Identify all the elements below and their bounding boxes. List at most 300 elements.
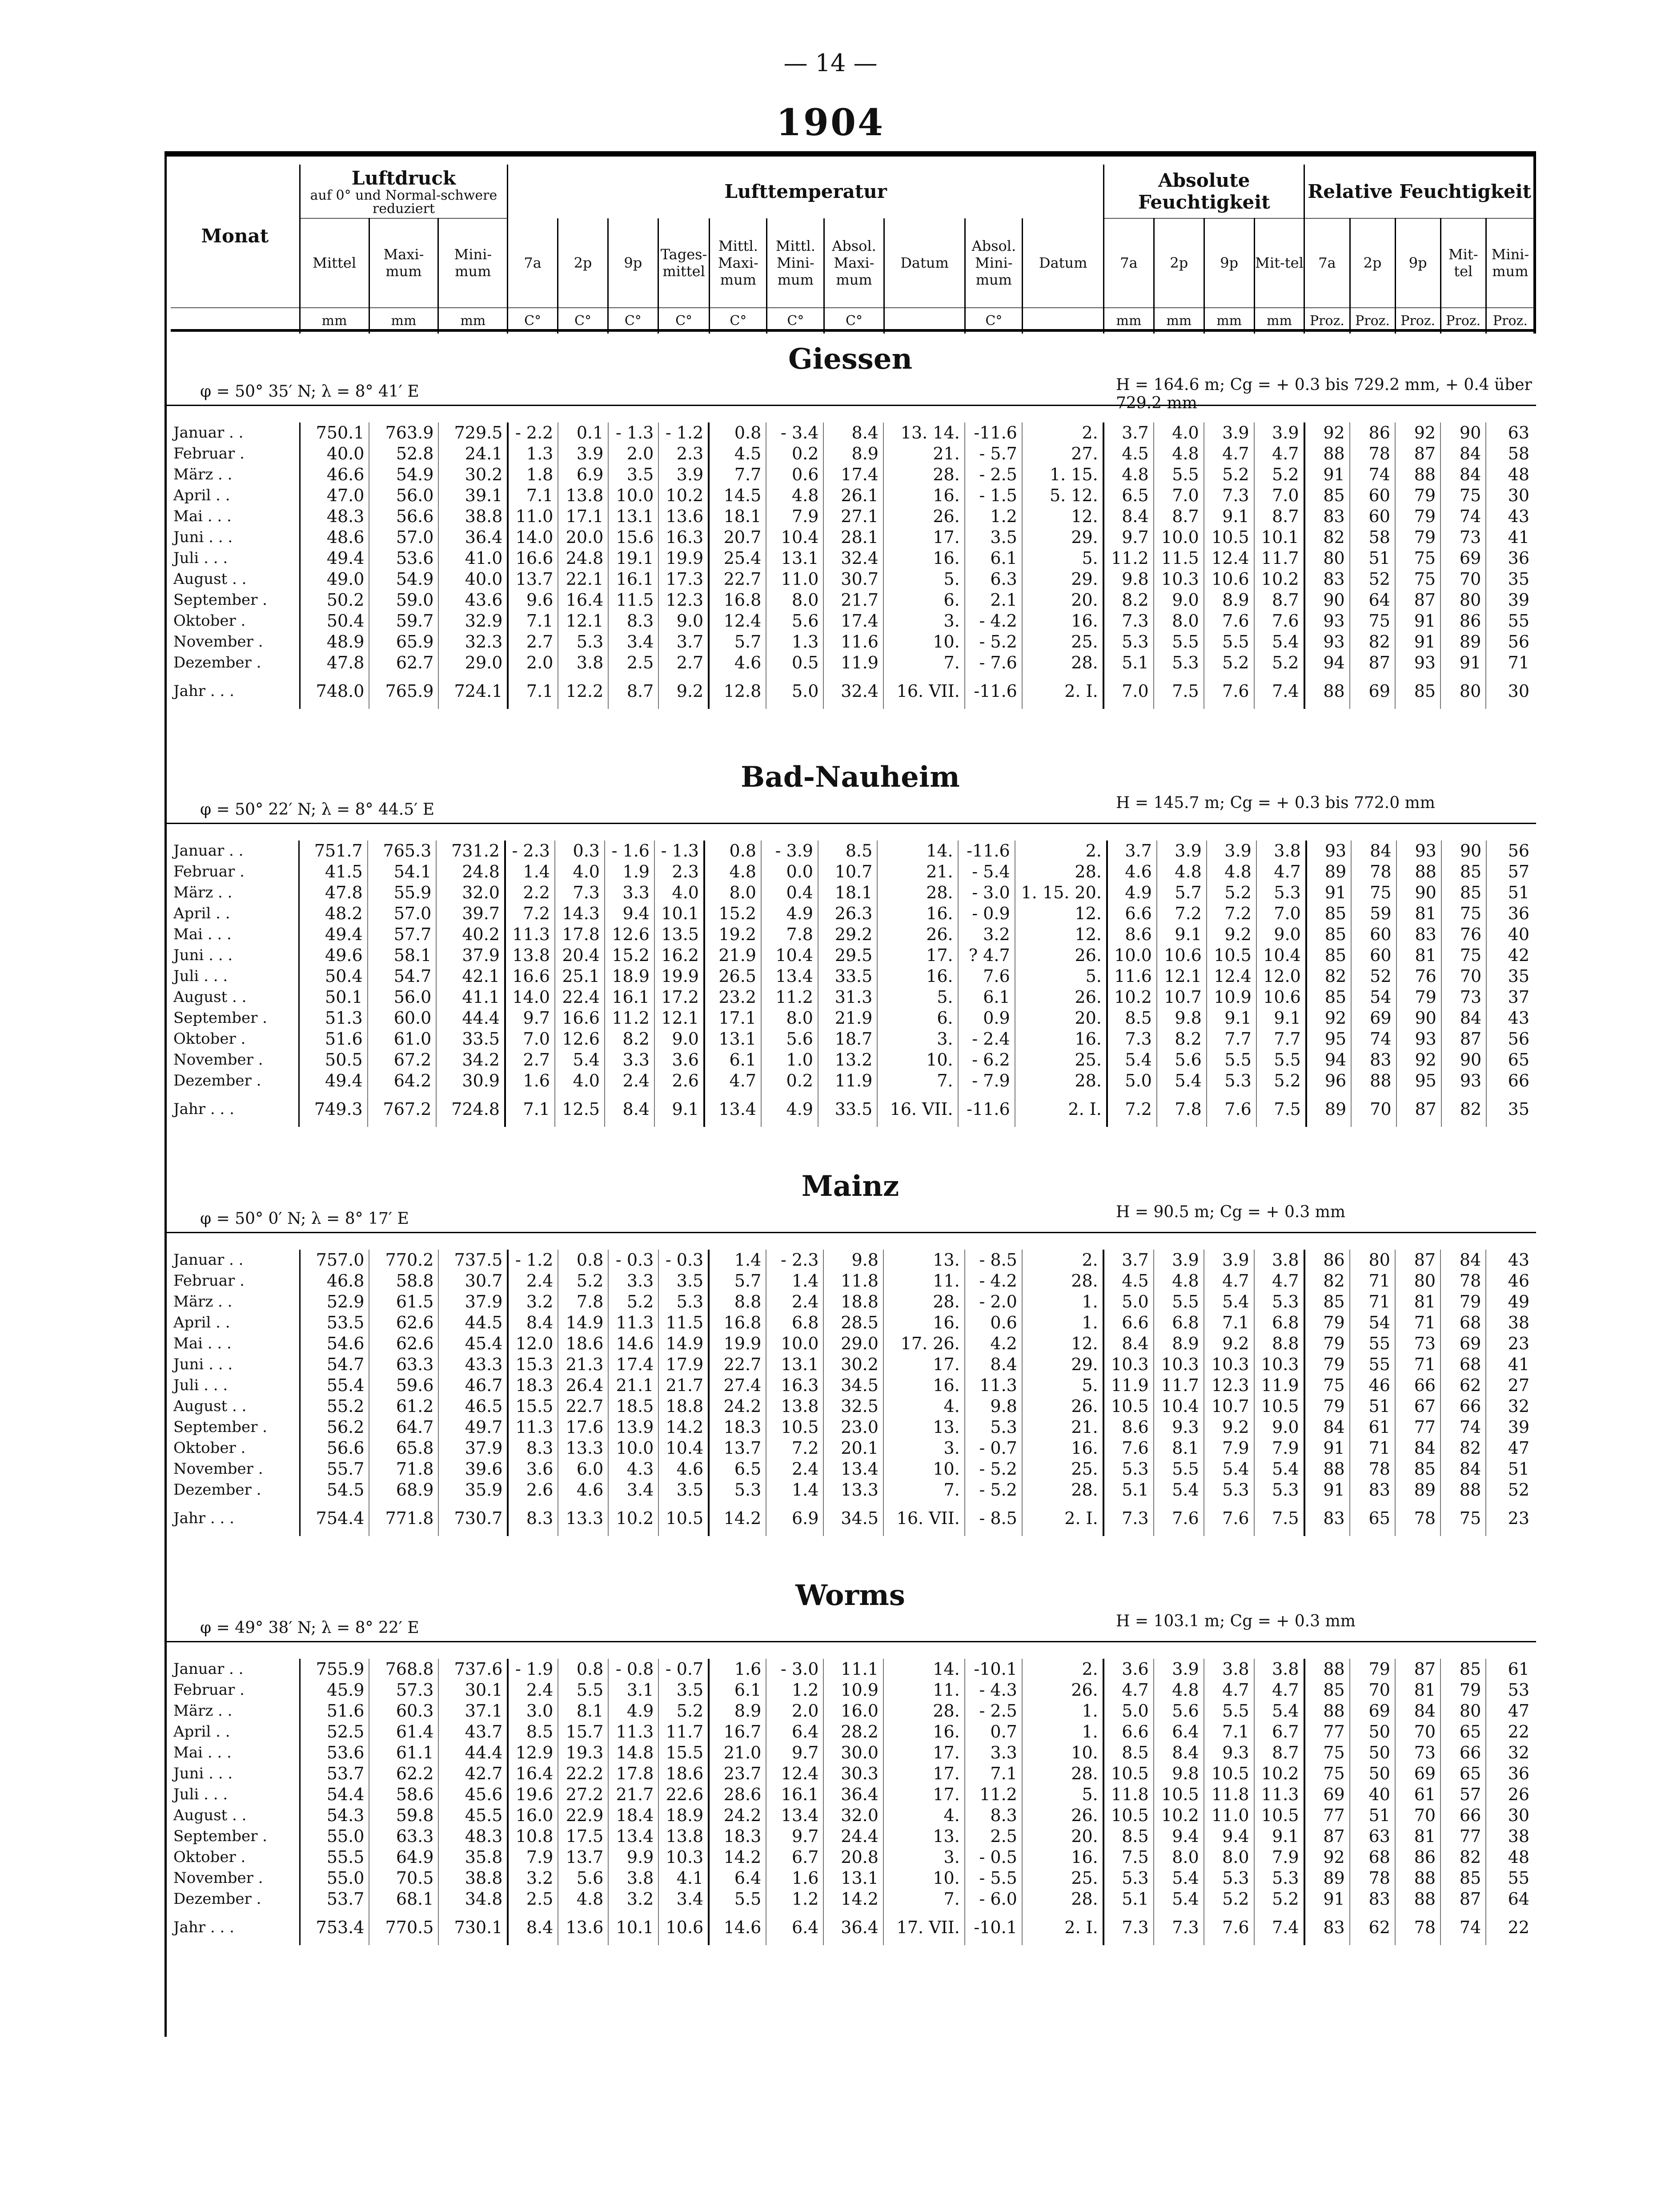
table-cell: - 1.2 — [508, 1250, 558, 1271]
table-cell: 65 — [1440, 1721, 1486, 1742]
table-cell: 10.4 — [761, 945, 818, 966]
col-unit: mm — [300, 308, 369, 334]
table-cell: 7.7 — [709, 464, 766, 485]
table-cell: 15.5 — [658, 1742, 709, 1763]
table-cell: 84 — [1395, 1438, 1440, 1459]
table-cell: 8.2 — [1157, 1029, 1207, 1050]
table-cell: 8.0 — [704, 882, 761, 903]
table-cell: 5.1 — [1103, 1480, 1154, 1500]
table-cell: 3.8 — [558, 652, 608, 673]
table-cell: 65.8 — [369, 1438, 438, 1459]
table-cell: 11.9 — [1103, 1375, 1154, 1396]
col-unit: mm — [1204, 308, 1254, 334]
table-cell: 55.5 — [300, 1847, 369, 1868]
table-cell: 58.1 — [368, 945, 437, 966]
table-cell: 11.3 — [965, 1375, 1022, 1396]
table-cell: 1.9 — [605, 861, 654, 882]
table-cell: 67.2 — [368, 1050, 437, 1070]
table-cell: 10.2 — [1254, 1763, 1304, 1784]
table-cell: 4.8 — [1103, 464, 1154, 485]
station-height: H = 164.6 m; Cg = + 0.3 bis 729.2 mm, + 0.4 über 729.2 mm — [1116, 376, 1532, 412]
table-cell: 51.6 — [299, 1029, 368, 1050]
table-cell: 11.3 — [1254, 1784, 1304, 1805]
table-cell: - 5.2 — [965, 631, 1022, 652]
table-row — [171, 966, 1534, 987]
table-cell: 8.8 — [709, 1291, 766, 1312]
table-cell: 11.2 — [965, 1784, 1022, 1805]
table-cell: 15.6 — [608, 527, 658, 548]
table-cell: 53.6 — [369, 548, 438, 569]
table-cell: 3.9 — [658, 464, 709, 485]
table-cell: 13. 14. — [883, 422, 965, 443]
table-cell: 9.0 — [658, 611, 709, 631]
table-cell: 82 — [1441, 1091, 1486, 1127]
col-label: Mit-tel — [1254, 218, 1304, 307]
table-cell: 6.3 — [965, 569, 1022, 590]
table-cell: 8.4 — [1154, 1742, 1204, 1763]
table-cell: 38 — [1508, 1313, 1529, 1332]
table-cell: 4.0 — [654, 882, 704, 903]
table-row — [171, 1008, 1534, 1029]
table-cell: 10.5 — [1207, 945, 1256, 966]
table-cell: 93 — [1396, 841, 1441, 861]
table-cell: 40 — [1350, 1784, 1395, 1805]
station-block — [164, 1579, 1536, 1979]
table-cell: 25. — [1015, 1050, 1107, 1070]
table-cell: 19.2 — [704, 924, 761, 945]
table-cell: 54.5 — [300, 1480, 369, 1500]
table-cell: - 4.2 — [965, 611, 1022, 631]
table-cell: 41 — [1508, 1355, 1529, 1374]
table-cell: 4.5 — [1103, 1271, 1154, 1291]
table-cell: 88 — [1304, 443, 1350, 464]
table-cell: 84 — [1440, 443, 1486, 464]
table-cell: 11.7 — [1254, 548, 1304, 569]
table-cell: - 7.9 — [958, 1070, 1015, 1091]
table-cell: 75 — [1395, 569, 1440, 590]
table-cell: 89 — [1395, 1480, 1440, 1500]
table-cell: 0.8 — [558, 1250, 608, 1271]
table-row — [171, 1050, 1534, 1070]
table-cell: 3.9 — [1204, 1250, 1254, 1271]
table-cell: 79 — [1440, 1291, 1486, 1312]
table-cell: 69 — [1395, 1763, 1440, 1784]
table-row — [171, 903, 1534, 924]
table-row — [171, 631, 1534, 652]
table-cell: 51 — [1350, 548, 1395, 569]
table-cell: 93 — [1304, 631, 1350, 652]
table-cell: 94 — [1304, 652, 1350, 673]
header-luftdruck-sub: auf 0° und Normal-schwere reduziert — [310, 187, 497, 217]
month-label: März . . — [171, 464, 300, 485]
table-cell: 88 — [1395, 1868, 1440, 1889]
table-cell: 46.8 — [300, 1271, 369, 1291]
table-cell: 13.4 — [608, 1826, 658, 1847]
table-cell: 16. — [1015, 1029, 1107, 1050]
table-cell: 10.5 — [1204, 1763, 1254, 1784]
table-cell: 26. — [1015, 987, 1107, 1008]
table-cell: 2.7 — [658, 652, 709, 673]
table-cell: 5.5 — [709, 1889, 766, 1910]
table-cell: 755.9 — [300, 1659, 369, 1680]
table-cell: 8.0 — [766, 590, 823, 611]
table-cell: 54.1 — [368, 861, 437, 882]
table-cell: 25. — [1022, 1868, 1103, 1889]
table-cell: 6. — [883, 590, 965, 611]
table-cell: - 0.9 — [958, 903, 1015, 924]
table-cell: 3.5 — [965, 527, 1022, 548]
month-label: Juni . . . — [171, 527, 300, 548]
table-row — [171, 485, 1534, 506]
table-row — [171, 1701, 1534, 1721]
month-label: November . — [171, 631, 300, 652]
table-cell: 35 — [1508, 1099, 1529, 1119]
table-cell: 96 — [1306, 1070, 1351, 1091]
table-cell: 10.6 — [1256, 987, 1306, 1008]
table-cell: 3.7 — [1103, 1250, 1154, 1271]
table-cell: 46 — [1350, 1375, 1395, 1396]
table-cell: 9.0 — [1154, 590, 1204, 611]
table-cell: 13.4 — [761, 966, 818, 987]
table-cell: 36.4 — [823, 1910, 883, 1945]
table-cell: - 2.2 — [508, 422, 558, 443]
table-cell: - 0.7 — [965, 1438, 1022, 1459]
table-cell: - 6.0 — [965, 1889, 1022, 1910]
month-label: September . — [171, 1417, 300, 1438]
table-cell: 68 — [1440, 1312, 1486, 1333]
table-cell: 16.4 — [508, 1763, 558, 1784]
table-cell: 87 — [1440, 1889, 1486, 1910]
table-cell: - 2.5 — [965, 1701, 1022, 1721]
table-row — [171, 1742, 1534, 1763]
table-cell: 70.5 — [369, 1868, 438, 1889]
table-cell: 4.8 — [558, 1889, 608, 1910]
table-cell: 4.3 — [608, 1459, 658, 1480]
table-cell: 1.8 — [508, 464, 558, 485]
month-label: April . . — [171, 485, 300, 506]
table-cell: 78 — [1351, 861, 1396, 882]
table-cell: 730.7 — [438, 1500, 508, 1536]
table-cell: 34.5 — [823, 1375, 883, 1396]
table-cell: 40.0 — [438, 569, 508, 590]
table-cell: 3.2 — [958, 924, 1015, 945]
table-cell: 9.2 — [1204, 1417, 1254, 1438]
table-cell: 10. — [883, 1868, 965, 1889]
page-year: 1904 — [776, 101, 885, 144]
table-cell: 53 — [1508, 1680, 1529, 1700]
table-cell: 5.5 — [1154, 1459, 1204, 1480]
table-cell: 0.0 — [761, 861, 818, 882]
table-cell: 52 — [1351, 966, 1396, 987]
table-row — [171, 1480, 1534, 1500]
table-cell: 9.8 — [1103, 569, 1154, 590]
table-cell: 86 — [1440, 611, 1486, 631]
table-cell: 44.4 — [436, 1008, 505, 1029]
table-cell: 91 — [1304, 464, 1350, 485]
table-cell: 11.9 — [1254, 1375, 1304, 1396]
table-cell: 60 — [1351, 945, 1396, 966]
col-unit: mm — [1254, 308, 1304, 334]
table-cell: 3.4 — [608, 1480, 658, 1500]
table-cell: 11.8 — [1204, 1784, 1254, 1805]
table-row — [171, 443, 1534, 464]
table-cell: 8.0 — [761, 1008, 818, 1029]
table-cell: 83 — [1351, 1050, 1396, 1070]
table-cell: 77 — [1395, 1417, 1440, 1438]
table-row — [171, 1868, 1534, 1889]
table-cell: 4.7 — [1204, 1680, 1254, 1701]
table-cell: 21. — [877, 861, 958, 882]
table-cell: 2.1 — [965, 590, 1022, 611]
table-cell: 4.8 — [766, 485, 823, 506]
table-cell: 16. VII. — [877, 1091, 958, 1127]
table-cell: 24.1 — [438, 443, 508, 464]
table-cell: 7.0 — [1154, 485, 1204, 506]
table-cell: -11.6 — [958, 1091, 1015, 1127]
table-cell: - 8.5 — [965, 1500, 1022, 1536]
table-cell: 17.4 — [823, 611, 883, 631]
table-cell: 22.1 — [558, 569, 608, 590]
table-cell: 62.2 — [369, 1763, 438, 1784]
month-label: Februar . — [171, 443, 300, 464]
table-cell: 2. I. — [1022, 1500, 1103, 1536]
table-cell: 69 — [1351, 1008, 1396, 1029]
table-cell: 6.7 — [766, 1847, 823, 1868]
table-cell: 94 — [1306, 1050, 1351, 1070]
table-cell: 7.3 — [1107, 1029, 1157, 1050]
table-cell: 8.4 — [508, 1910, 558, 1945]
table-cell: 754.4 — [300, 1500, 369, 1536]
table-cell: 79 — [1440, 1680, 1486, 1701]
table-cell: 14.2 — [823, 1889, 883, 1910]
table-cell: -11.6 — [958, 841, 1015, 861]
table-cell: 13.9 — [608, 1417, 658, 1438]
table-cell: 57.0 — [369, 527, 438, 548]
table-cell: 5.6 — [558, 1868, 608, 1889]
table-cell: 10.8 — [508, 1826, 558, 1847]
table-cell: 42.7 — [438, 1763, 508, 1784]
table-cell: 88 — [1304, 1459, 1350, 1480]
table-cell: 10. — [883, 631, 965, 652]
col-unit: Proz. — [1486, 308, 1534, 334]
table-cell: - 6.2 — [958, 1050, 1015, 1070]
month-label: November . — [171, 1868, 300, 1889]
table-cell: 41.1 — [436, 987, 505, 1008]
table-cell: 49.6 — [299, 945, 368, 966]
table-cell: 52.5 — [300, 1721, 369, 1742]
table-cell: 39.7 — [436, 903, 505, 924]
table-cell: 35.8 — [438, 1847, 508, 1868]
table-cell: 16.4 — [558, 590, 608, 611]
table-cell: 65 — [1350, 1500, 1395, 1536]
table-cell: 5.3 — [1204, 1480, 1254, 1500]
table-cell: 29.5 — [818, 945, 877, 966]
table-cell: 4.8 — [1154, 443, 1204, 464]
table-cell: 750.1 — [300, 422, 369, 443]
table-cell: 9.1 — [1204, 506, 1254, 527]
table-cell: 2.5 — [608, 652, 658, 673]
table-cell: 10.7 — [1157, 987, 1207, 1008]
table-cell: 4.7 — [1254, 1271, 1304, 1291]
table-cell: 85 — [1395, 1459, 1440, 1480]
table-cell: 0.5 — [766, 652, 823, 673]
table-cell: 28. — [1015, 1070, 1107, 1091]
table-cell: 66 — [1440, 1742, 1486, 1763]
table-cell: 16.3 — [766, 1375, 823, 1396]
table-cell: 38.8 — [438, 1868, 508, 1889]
table-cell: 92 — [1395, 422, 1440, 443]
table-cell: 748.0 — [300, 673, 369, 709]
table-cell: 79 — [1350, 1659, 1395, 1680]
table-cell: 26.3 — [818, 903, 877, 924]
table-cell: 12. — [1022, 1333, 1103, 1354]
table-cell: 16.6 — [508, 548, 558, 569]
table-cell: 88 — [1440, 1480, 1486, 1500]
table-cell: 11.8 — [1103, 1784, 1154, 1805]
col-label: Mittl. Mini-mum — [767, 218, 824, 307]
col-label: 2p — [1154, 218, 1204, 307]
col-unit: C° — [558, 308, 608, 334]
table-cell: 8.4 — [823, 422, 883, 443]
table-cell: 34.5 — [823, 1500, 883, 1536]
table-cell: 4.7 — [1204, 1271, 1254, 1291]
table-cell: 21.3 — [558, 1354, 608, 1375]
table-cell: 7.2 — [505, 903, 555, 924]
station-table — [171, 1250, 1534, 1536]
table-cell: 753.4 — [300, 1910, 369, 1945]
table-cell: 3.4 — [608, 631, 658, 652]
table-row — [171, 1763, 1534, 1784]
table-cell: 3.7 — [1103, 422, 1154, 443]
month-label: Dezember . — [171, 1480, 300, 1500]
table-cell: 64 — [1508, 1889, 1529, 1909]
table-cell: 36.4 — [438, 527, 508, 548]
table-cell: 50.5 — [299, 1050, 368, 1070]
table-cell: 70 — [1395, 1805, 1440, 1826]
table-cell: 90 — [1440, 422, 1486, 443]
table-cell: 15.2 — [704, 903, 761, 924]
table-cell: 11.3 — [508, 1417, 558, 1438]
table-cell: 90 — [1396, 882, 1441, 903]
table-cell: 66 — [1440, 1396, 1486, 1417]
table-cell: 9.8 — [823, 1250, 883, 1271]
table-cell: 5.3 — [1254, 1291, 1304, 1312]
col-label: 7a — [508, 218, 558, 307]
table-cell: - 2.0 — [965, 1291, 1022, 1312]
table-cell: 5.4 — [1154, 1868, 1204, 1889]
table-cell: 23 — [1508, 1508, 1529, 1528]
table-cell: 10.4 — [766, 527, 823, 548]
table-cell: 3.9 — [1207, 841, 1256, 861]
table-cell: 93 — [1441, 1070, 1486, 1091]
table-cell: 10.0 — [1154, 527, 1204, 548]
table-cell: 90 — [1396, 1008, 1441, 1029]
table-cell: 54.7 — [300, 1354, 369, 1375]
table-cell: 7.6 — [1204, 611, 1254, 631]
table-cell: 9.7 — [505, 1008, 555, 1029]
table-cell: 2. — [1022, 422, 1103, 443]
table-cell: - 5.5 — [965, 1868, 1022, 1889]
table-cell: 74 — [1440, 1910, 1486, 1945]
table-cell: 27.1 — [823, 506, 883, 527]
table-cell: 80 — [1395, 1271, 1440, 1291]
table-cell: 4.7 — [1103, 1680, 1154, 1701]
table-cell: 10.5 — [1103, 1805, 1154, 1826]
table-cell: 8.9 — [1154, 1333, 1204, 1354]
table-cell: 7.1 — [508, 611, 558, 631]
table-cell: 16. — [883, 548, 965, 569]
table-cell: 1. — [1022, 1312, 1103, 1333]
table-cell: 5.2 — [1256, 1070, 1306, 1091]
table-cell: 16. VII. — [883, 1500, 965, 1536]
table-cell: 8.9 — [823, 443, 883, 464]
table-header — [171, 165, 1534, 334]
table-cell: 5.3 — [1207, 1070, 1256, 1091]
month-label: Jahr . . . — [171, 1500, 300, 1536]
table-cell: 50.1 — [299, 987, 368, 1008]
month-label: Januar . . — [171, 422, 300, 443]
table-row — [171, 987, 1534, 1008]
table-cell: 20.0 — [558, 527, 608, 548]
table-cell: 69 — [1304, 1784, 1350, 1805]
table-cell: 2.4 — [605, 1070, 654, 1091]
table-cell: 8.7 — [1154, 506, 1204, 527]
table-cell: 18.8 — [658, 1396, 709, 1417]
table-cell: 6.4 — [766, 1910, 823, 1945]
table-cell: 79 — [1304, 1396, 1350, 1417]
table-cell: 78 — [1395, 1910, 1440, 1945]
table-cell: 40 — [1508, 925, 1529, 944]
table-cell: 8.0 — [1204, 1847, 1254, 1868]
table-cell: 82 — [1440, 1438, 1486, 1459]
col-unit: Proz. — [1440, 308, 1486, 334]
table-cell: 1.4 — [766, 1480, 823, 1500]
table-cell: 4.9 — [608, 1701, 658, 1721]
table-cell: 7.1 — [1204, 1312, 1254, 1333]
station-coords: φ = 50° 0′ N; λ = 8° 17′ E — [200, 1210, 409, 1228]
table-cell: 18.7 — [818, 1029, 877, 1050]
table-cell: 50 — [1350, 1763, 1395, 1784]
table-cell: 13.1 — [704, 1029, 761, 1050]
table-cell: 87 — [1350, 652, 1395, 673]
table-cell: 85 — [1304, 1680, 1350, 1701]
table-cell: 54 — [1350, 1312, 1395, 1333]
table-cell: 7.3 — [1103, 1910, 1154, 1945]
table-cell: 79 — [1396, 987, 1441, 1008]
col-label: Mini-mum — [438, 218, 508, 307]
table-cell: 48 — [1508, 1847, 1529, 1867]
table-cell: 21.9 — [704, 945, 761, 966]
table-cell: 61.4 — [369, 1721, 438, 1742]
table-cell: 87 — [1304, 1826, 1350, 1847]
table-cell: 12.0 — [508, 1333, 558, 1354]
table-cell: 71 — [1395, 1312, 1440, 1333]
table-cell: 2. — [1022, 1659, 1103, 1680]
table-cell: 5.4 — [1254, 631, 1304, 652]
table-cell: 1. — [1022, 1721, 1103, 1742]
table-cell: 85 — [1304, 485, 1350, 506]
table-cell: 81 — [1395, 1291, 1440, 1312]
table-cell: 10.4 — [1154, 1396, 1204, 1417]
table-cell: 17. — [877, 945, 958, 966]
table-cell: 89 — [1306, 1091, 1351, 1127]
table-cell: 14.0 — [505, 987, 555, 1008]
table-cell: 80 — [1304, 548, 1350, 569]
table-cell: 20.7 — [709, 527, 766, 548]
table-cell: 85 — [1395, 673, 1440, 709]
table-cell: 32.0 — [823, 1805, 883, 1826]
table-cell: 61.0 — [368, 1029, 437, 1050]
